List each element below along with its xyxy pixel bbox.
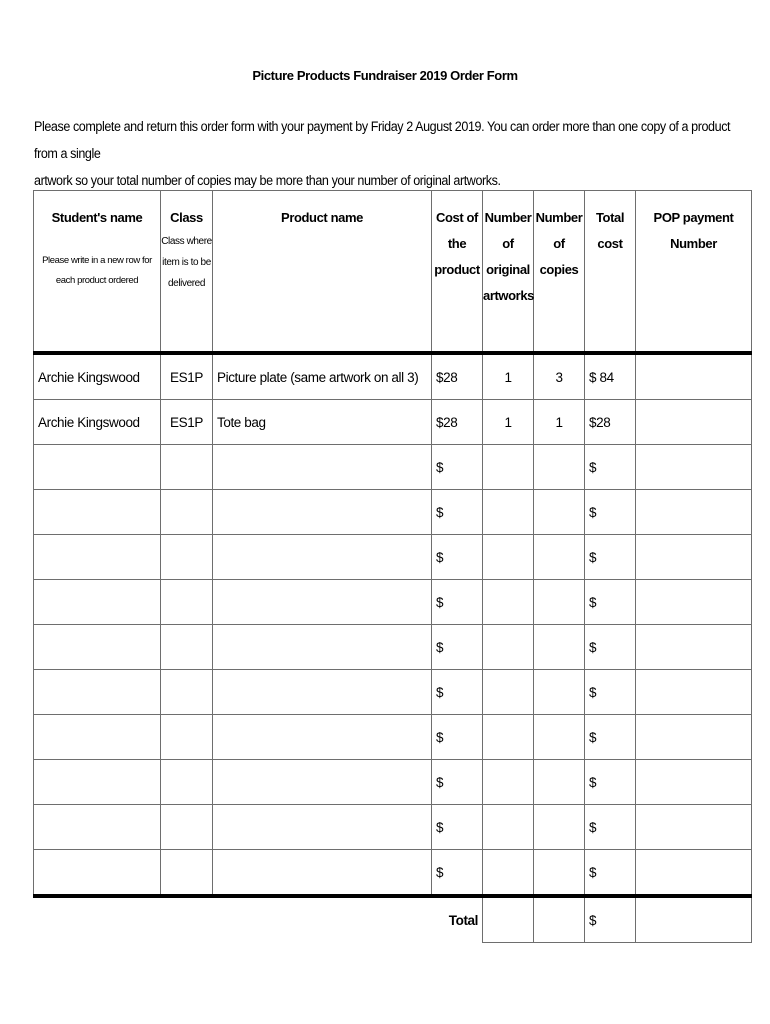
class-cell[interactable] [161,490,213,535]
pop-payment-cell[interactable] [636,490,752,535]
total-cost-cell[interactable]: $ [585,760,636,805]
copies-count-cell[interactable] [534,625,585,670]
artworks-count-cell[interactable] [483,850,534,897]
total-cost-cell[interactable]: $ [585,850,636,897]
header-student-label: Student's name [51,210,143,225]
total-cost-cell[interactable]: $ [585,580,636,625]
student-name-cell[interactable] [34,670,161,715]
artworks-count-cell[interactable] [483,535,534,580]
order-table [33,190,752,943]
artworks-count-cell[interactable]: 1 [483,400,534,445]
instructions-line-1: Please complete and return this order form with your payment by Friday 2 August 2019. You can order more than one copy of a product from a single [34,119,731,161]
product-name-cell[interactable]: Picture plate (same artwork on all 3) [213,353,432,400]
student-name-cell[interactable] [34,760,161,805]
product-name-cell[interactable] [213,715,432,760]
cost-cell[interactable]: $ [432,670,483,715]
class-cell[interactable]: ES1P [161,400,213,445]
header-artworks: Number of original artworks [483,191,534,354]
student-name-cell[interactable] [34,490,161,535]
cost-cell[interactable]: $28 [432,400,483,445]
artworks-count-cell[interactable] [483,580,534,625]
student-name-cell[interactable] [34,535,161,580]
product-name-cell[interactable] [213,580,432,625]
product-name-cell[interactable] [213,805,432,850]
header-student [34,191,161,354]
product-name-cell[interactable] [213,850,432,897]
product-name-cell[interactable] [213,445,432,490]
total-pop-cell[interactable] [636,896,752,943]
class-cell[interactable] [161,625,213,670]
student-name-cell[interactable] [34,625,161,670]
total-cost-cell[interactable]: $ [585,445,636,490]
cost-cell[interactable]: $ [432,850,483,897]
cost-cell[interactable]: $ [432,490,483,535]
form-title: Picture Products Fundraiser 2019 Order Form [252,68,518,83]
copies-count-cell[interactable] [534,535,585,580]
cost-cell[interactable]: $ [432,805,483,850]
class-cell[interactable] [161,805,213,850]
order-row [34,580,752,625]
order-row [34,490,752,535]
header-class-label: Class [170,210,203,225]
form-instructions [34,113,741,194]
total-cost-cell[interactable]: $ [585,715,636,760]
cost-cell[interactable]: $28 [432,353,483,400]
total-cost-cell[interactable]: $ [585,625,636,670]
class-cell[interactable] [161,445,213,490]
student-name-cell[interactable]: Archie Kingswood [34,400,161,445]
product-name-cell[interactable] [213,490,432,535]
copies-count-cell[interactable] [534,850,585,897]
copies-count-cell[interactable] [534,715,585,760]
header-class [161,191,213,354]
class-cell[interactable] [161,670,213,715]
order-row [34,850,752,897]
order-row [34,805,752,850]
copies-count-cell[interactable] [534,490,585,535]
total-label: Total [432,896,483,943]
pop-payment-cell[interactable] [636,400,752,445]
artworks-count-cell[interactable] [483,805,534,850]
artworks-count-cell[interactable] [483,445,534,490]
total-cost-cell[interactable]: $ [585,490,636,535]
student-name-cell[interactable] [34,715,161,760]
order-rows [34,353,752,896]
total-cost-cell[interactable]: $ [585,670,636,715]
header-class-note: Class where item is to be delivered [161,236,212,289]
order-row [34,760,752,805]
total-cost-cell[interactable]: $ 84 [585,353,636,400]
cost-cell[interactable]: $ [432,625,483,670]
header-cost: Cost of the product [432,191,483,354]
copies-count-cell[interactable]: 3 [534,353,585,400]
copies-count-cell[interactable] [534,670,585,715]
order-row [34,670,752,715]
artworks-count-cell[interactable] [483,715,534,760]
student-name-cell[interactable] [34,445,161,490]
pop-payment-cell[interactable] [636,580,752,625]
artworks-count-cell[interactable] [483,760,534,805]
artworks-count-cell[interactable] [483,625,534,670]
artworks-count-cell[interactable] [483,490,534,535]
total-artworks-cell[interactable] [483,896,534,943]
student-name-cell[interactable] [34,805,161,850]
product-name-cell[interactable]: Tote bag [213,400,432,445]
cost-cell[interactable]: $ [432,760,483,805]
cost-cell[interactable]: $ [432,445,483,490]
pop-payment-cell[interactable] [636,535,752,580]
artworks-count-cell[interactable]: 1 [483,353,534,400]
pop-payment-cell[interactable] [636,805,752,850]
header-total: Total cost [585,191,636,354]
product-name-cell[interactable] [213,760,432,805]
product-name-cell[interactable] [213,670,432,715]
header-pop: POP payment Number [636,191,752,354]
copies-count-cell[interactable]: 1 [534,400,585,445]
pop-payment-cell[interactable] [636,715,752,760]
student-name-cell[interactable]: Archie Kingswood [34,353,161,400]
total-cost-cell[interactable]: $ [585,535,636,580]
pop-payment-cell[interactable] [636,445,752,490]
class-cell[interactable]: ES1P [161,353,213,400]
order-row [34,353,752,400]
class-cell[interactable] [161,760,213,805]
total-cost-cell[interactable]: $28 [585,400,636,445]
cost-cell[interactable]: $ [432,580,483,625]
order-row [34,535,752,580]
cost-cell[interactable]: $ [432,715,483,760]
order-row [34,445,752,490]
order-row [34,400,752,445]
student-name-cell[interactable] [34,850,161,897]
product-name-cell[interactable] [213,625,432,670]
pop-payment-cell[interactable] [636,353,752,400]
instructions-line-2: artwork so your total number of copies may be more than your number of original artworks. [34,173,501,188]
copies-count-cell[interactable] [534,805,585,850]
copies-count-cell[interactable] [534,760,585,805]
class-cell[interactable] [161,580,213,625]
class-cell[interactable] [161,715,213,760]
class-cell[interactable] [161,535,213,580]
order-row [34,625,752,670]
product-name-cell[interactable] [213,535,432,580]
pop-payment-cell[interactable] [636,760,752,805]
header-student-note: Please write in a new row for each product ordered [42,255,152,286]
total-cost-cell[interactable]: $ [585,805,636,850]
class-cell[interactable] [161,850,213,897]
pop-payment-cell[interactable] [636,625,752,670]
total-copies-cell[interactable] [534,896,585,943]
pop-payment-cell[interactable] [636,670,752,715]
header-product: Product name [213,191,432,354]
student-name-cell[interactable] [34,580,161,625]
artworks-count-cell[interactable] [483,670,534,715]
cost-cell[interactable]: $ [432,535,483,580]
header-copies: Number of copies [534,191,585,354]
copies-count-cell[interactable] [534,445,585,490]
copies-count-cell[interactable] [534,580,585,625]
pop-payment-cell[interactable] [636,850,752,897]
order-row [34,715,752,760]
header-row [34,191,752,354]
total-spacer [34,896,432,943]
total-row [34,896,752,943]
total-cost-cell[interactable]: $ [585,896,636,943]
